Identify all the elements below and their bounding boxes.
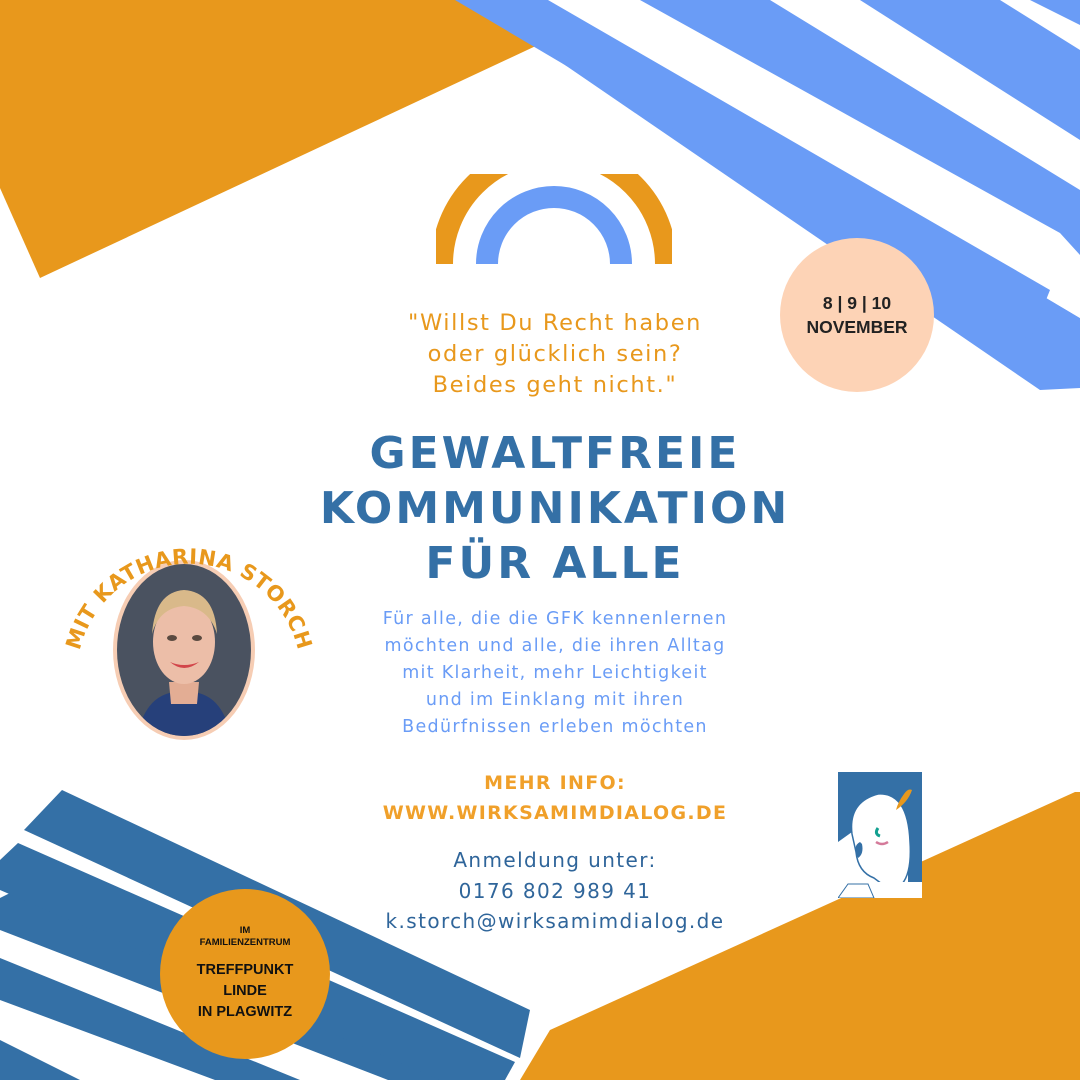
rainbow-icon: [436, 174, 672, 266]
event-description: Für alle, die die GFK kennenlernen möchten und alle, die ihren Alltag mit Klarheit, mehr Leichtigkeit und im Einklang mit ihren Bedürfnissen erleben möchten: [382, 609, 728, 737]
host-name-arc: [50, 520, 320, 690]
venue-prefix: IM FAMILIENZENTRUM: [199, 925, 291, 948]
blue-stripe-top-5: [1030, 0, 1080, 25]
face-logo-icon: [838, 772, 922, 898]
date-month: NOVEMBER: [806, 317, 908, 337]
blue-stripe-bottom-4: [0, 1040, 80, 1080]
venue-name: TREFFPUNKT LINDE IN PLAGWITZ: [196, 962, 294, 1020]
registration-info: Anmeldung unter: 0176 802 989 41 k.storch@wirksamimdialog.de: [385, 848, 725, 933]
date-days: 8 | 9 | 10: [822, 293, 892, 313]
svg-text:MIT KATHARINA STORCH: [61, 544, 316, 652]
more-info: MEHR INFO: WWW.WIRKSAMIMDIALOG.DE: [382, 772, 728, 824]
host-name: MIT KATHARINA STORCH: [61, 544, 317, 653]
quote-text: "Willst Du Recht haben oder glücklich sein? Beides geht nicht.": [408, 310, 702, 398]
venue-badge: [160, 889, 330, 1059]
event-title: GEWALTFREIE KOMMUNIKATION FÜR ALLE: [319, 428, 791, 589]
date-badge: [780, 238, 934, 392]
